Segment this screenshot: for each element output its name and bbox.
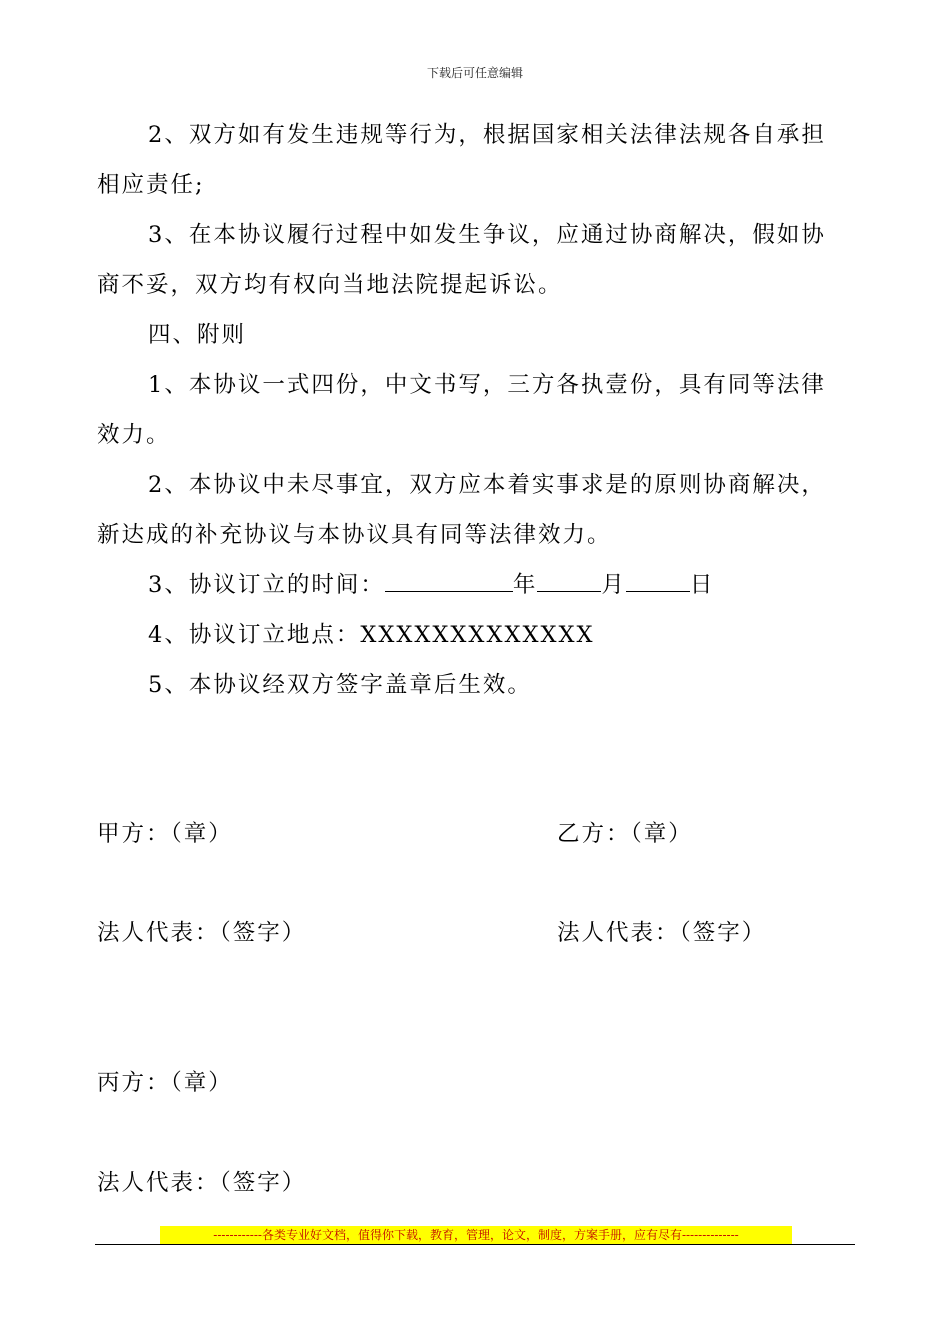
clause-3-line-1: 3、在本协议履行过程中如发生争议，应通过协商解决，假如协 <box>148 222 826 248</box>
clause-3-line-2: 商不妥，双方均有权向当地法院提起诉讼。 <box>97 272 563 298</box>
appendix-2-line-1: 2、本协议中未尽事宜，双方应本着实事求是的原则协商解决， <box>148 472 826 498</box>
appendix-1-line-2: 效力。 <box>97 422 171 448</box>
clause-2-line-2: 相应责任; <box>97 172 205 198</box>
party-a-representative: 法人代表：（签字） <box>97 920 307 946</box>
date-label: 3、协议订立的时间： <box>148 572 385 598</box>
day-blank <box>626 569 690 592</box>
party-b-seal: 乙方：（章） <box>557 821 693 847</box>
page-header: 下载后可任意编辑 <box>426 66 523 80</box>
appendix-1-line-1: 1、本协议一式四份，中文书写，三方各执壹份，具有同等法律 <box>148 372 826 398</box>
party-c-representative: 法人代表：（签字） <box>97 1170 307 1196</box>
appendix-4-place: 4、协议订立地点：XXXXXXXXXXXXX <box>148 622 595 648</box>
day-label: 日 <box>689 572 715 598</box>
footer-divider <box>95 1244 855 1245</box>
month-label: 月 <box>601 572 626 598</box>
appendix-5-effective: 5、本协议经双方签字盖章后生效。 <box>148 672 532 698</box>
party-a-seal: 甲方：（章） <box>97 821 233 847</box>
year-blank <box>385 569 513 592</box>
appendix-2-line-2: 新达成的补充协议与本协议具有同等法律效力。 <box>97 522 612 548</box>
month-blank <box>537 569 601 592</box>
appendix-3-date-line <box>148 567 714 599</box>
party-c-seal: 丙方：（章） <box>97 1070 233 1096</box>
clause-2-line-1: 2、双方如有发生违规等行为，根据国家相关法律法规各自承担 <box>148 122 826 148</box>
section-heading-appendix: 四、附则 <box>148 322 247 348</box>
year-label: 年 <box>512 572 538 598</box>
party-b-representative: 法人代表：（签字） <box>557 920 767 946</box>
footer-banner: ------------各类专业好文档，值得你下载，教育，管理，论文，制度，方案手册，应有尽有-------------- <box>160 1226 792 1244</box>
